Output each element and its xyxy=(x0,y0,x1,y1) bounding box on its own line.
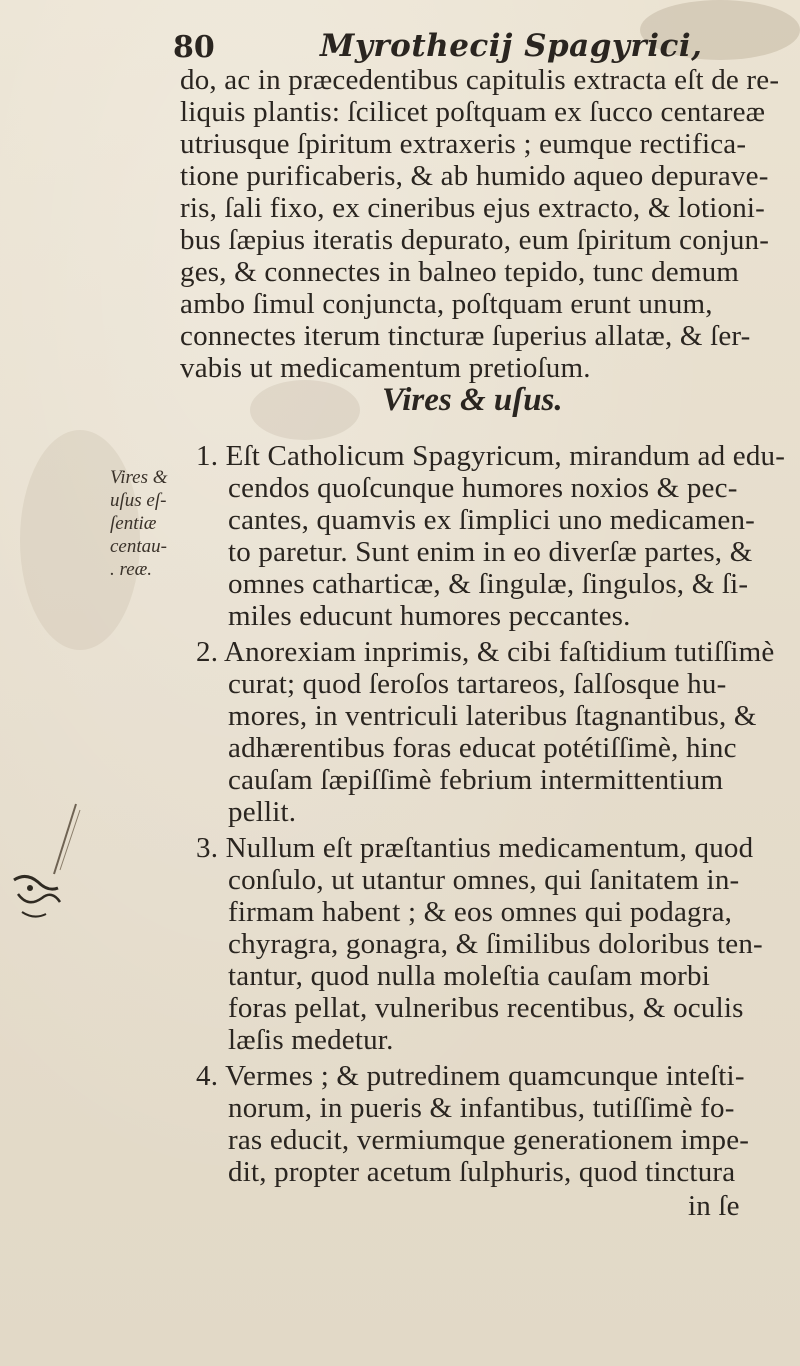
text-line: tione purificaberis, & ab humido aqueo depurave- xyxy=(180,160,769,192)
text-line: norum, in pueris & infantibus, tutiſſimè fo- xyxy=(228,1092,735,1124)
text-line: curat; quod ſeroſos tartareos, ſalſosque hu- xyxy=(228,668,727,700)
margin-note-line: uſus eſ- xyxy=(110,490,167,511)
text-line: chyragra, gonagra, & ſimilibus doloribus ten- xyxy=(228,928,763,960)
text-line: 4. Vermes ; & putredinem quamcunque inteſti- xyxy=(196,1060,745,1092)
margin-note-line: ſentiæ xyxy=(110,513,157,534)
running-head: Myrothecij Spagyrici, xyxy=(320,28,703,64)
text-line: omnes catharticæ, & ſingulæ, ſingulos, & ſi- xyxy=(228,568,749,600)
text-line: læſis medetur. xyxy=(228,1024,394,1056)
text-line: firmam habent ; & eos omnes qui podagra, xyxy=(228,896,733,928)
text-line: cendos quoſcunque humores noxios & pec- xyxy=(228,472,738,504)
text-line: vabis ut medicamentum pretioſum. xyxy=(180,352,591,384)
text-line: miles educunt humores peccantes. xyxy=(228,600,631,632)
margin-note-line: . reæ. xyxy=(110,559,153,580)
text-line: 2. Anorexiam inprimis, & cibi faſtidium tutiſſimè xyxy=(196,636,775,668)
margin-note xyxy=(110,466,190,581)
text-line: adhærentibus foras educat potétiſſimè, hinc xyxy=(228,732,737,764)
text-line: ges, & connectes in balneo tepido, tunc demum xyxy=(180,256,740,288)
margin-note-line: Vires & xyxy=(110,467,168,488)
text-line: ambo ſimul conjuncta, poſtquam erunt unum, xyxy=(180,288,713,320)
text-line: connectes iterum tincturæ ſuperius allatæ, & ſer- xyxy=(180,320,751,352)
text-line: cauſam ſæpiſſimè febrium intermittentium xyxy=(228,764,724,796)
margin-note-line: centau- xyxy=(110,536,167,557)
text-line: ris, ſali fixo, ex cineribus ejus extracto, & lotioni- xyxy=(180,192,766,224)
text-line: conſulo, ut utantur omnes, qui ſanitatem in- xyxy=(228,864,740,896)
text-line: cantes, quamvis ex ſimplici uno medicamen- xyxy=(228,504,756,536)
text-line: dit, propter acetum ſulphuris, quod tinctura xyxy=(228,1156,736,1188)
text-line: liquis plantis: ſcilicet poſtquam ex ſucco centareæ xyxy=(180,96,766,128)
text-line: do, ac in præcedentibus capitulis extracta eſt de re- xyxy=(180,64,780,96)
text-line: 1. Eſt Catholicum Spagyricum, mirandum ad edu- xyxy=(196,440,786,472)
text-line: ras educit, vermiumque generationem impe- xyxy=(228,1124,750,1156)
ink-blot-ornament-icon xyxy=(8,868,66,938)
paper-stain xyxy=(250,380,360,440)
page-header xyxy=(0,22,800,66)
text-line: pellit. xyxy=(228,796,297,828)
section-heading: Vires & uſus. xyxy=(382,382,563,418)
text-line: tantur, quod nulla moleſtia cauſam morbi xyxy=(228,960,710,992)
text-line: to paretur. Sunt enim in eo diverſæ partes, & xyxy=(228,536,753,568)
text-line: utriusque ſpiritum extraxeris ; eumque rectifica- xyxy=(180,128,747,160)
text-line: 3. Nullum eſt præſtantius medicamentum, quod xyxy=(196,832,754,864)
text-line: bus ſæpius iteratis depurato, eum ſpiritum conjun- xyxy=(180,224,770,256)
text-line: mores, in ventriculi lateribus ſtagnantibus, & xyxy=(228,700,757,732)
text-line: foras pellat, vulneribus recentibus, & oculis xyxy=(228,992,744,1024)
page-number: 80 xyxy=(173,30,215,65)
catchword: in ſe xyxy=(688,1190,740,1222)
